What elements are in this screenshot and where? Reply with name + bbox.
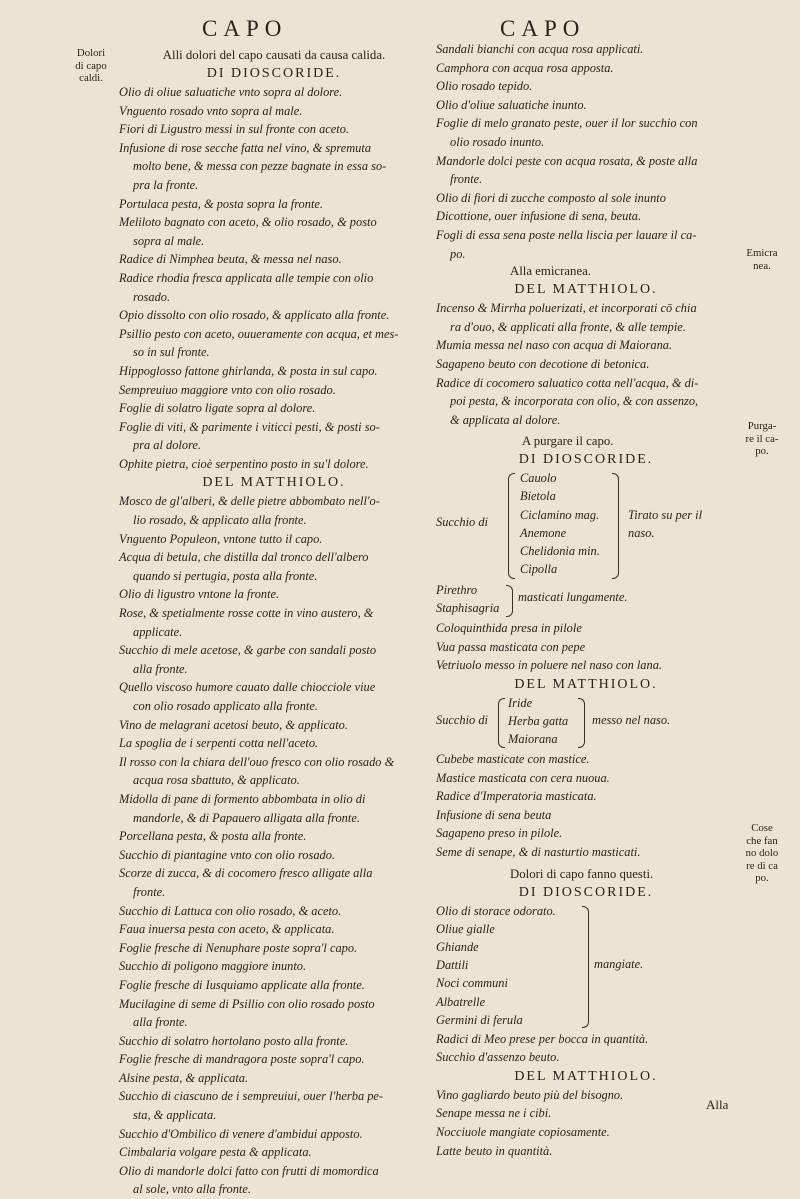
margin-note-line: re il ca- [745,432,779,445]
text-line: Sempreuiuo maggiore vnto con olio rosado. [119,382,336,397]
text-line: Scorze di zucca, & di cocomero fresco alligate alla [119,866,373,881]
text-line: Cubebe masticate con mastice. [436,752,590,767]
text-line: Sagapeno beuto con decotione di betonica. [436,356,650,371]
text-line: Vino gagliardo beuto più del bisogno. [436,1087,624,1102]
text-line: Faua inuersa pesta con aceto, & applicata. [119,922,335,937]
text-line: olio rosado inunto. [450,134,545,149]
text-line: lio rosado, & applicato alla fronte. [133,513,307,528]
brace-item: Anemone [520,525,567,540]
section-title: Alli dolori del capo causati da causa calida. [162,48,386,62]
margin-note-line: nea. [753,259,771,272]
brace-item: Ciclamino mag. [520,507,600,522]
author-heading-matthiolo-2: DEL MATTHIOLO. [514,677,658,693]
brace-item: Bietola [520,489,556,504]
text-line: Midolla di pane di formento abbombata in olio di [119,791,366,806]
margin-note-line: Purga- [747,420,777,432]
text-line: Mucilagine di seme di Psillio con olio rosado posto [119,996,375,1011]
emicranea-remedies [436,299,736,429]
text-line: Vnguento rosado vnto sopra al male. [119,103,303,118]
brace-item: Oliue gialle [436,921,495,936]
text-line: Fiori di Ligustro messi in sul fronte con aceto. [119,122,350,137]
text-line: mandorle, & di Papauero alligata alla fronte. [133,810,360,825]
text-line: Sagapeno preso in pilole. [436,826,563,841]
text-line: Succhio di Lattuca con olio rosado, & aceto. [119,903,342,918]
text-line: sta, & applicata. [133,1108,217,1123]
text-line: Porcellana pesta, & posta alla fronte. [119,829,307,844]
text-line: pra la fronte. [133,177,199,192]
right-column [436,40,736,1160]
brace-item: Olio di storace odorato. [436,903,556,918]
author-heading-matthiolo-3: DEL MATTHIOLO. [514,1068,658,1084]
brace-item: Tirato su per il [628,508,703,523]
author-heading: DI DIOSCORIDE. [206,66,342,81]
text-line: Succhio d'Ombilico di venere d'ambidui apposto. [119,1126,363,1141]
brace-item: Maiorana [508,732,558,747]
margin-note-line: po. [755,445,769,457]
text-line: Senape messa ne i cibi. [436,1106,552,1121]
text-line: Opio dissolto con olio rosado, & applicato alla fronte. [119,308,390,323]
left-column [119,47,429,1199]
dolori-remedies [436,1030,736,1067]
brace-item: Dattili [436,958,469,973]
text-line: Radice di Nimphea beuta, & messa nel naso. [119,252,342,267]
text-line: molto bene, & messa con pezze bagnate in essa so- [133,159,387,174]
brace-item: Chelidonia min. [520,544,600,559]
masticati-items [436,581,499,617]
text-line: alla fronte. [133,1015,188,1030]
right-top-remedies [436,40,736,263]
author-heading-matthiolo-1: DEL MATTHIOLO. [514,282,658,298]
text-line: Incenso & Mirrha poluerizati, et incorporati cō chia [436,301,697,316]
text-line: Alsine pesta, & applicata. [119,1070,249,1085]
succhio2-label: Succhio di [436,713,488,728]
text-line: Quello viscoso humore cauato dalle chiocciole viue [119,680,376,695]
running-head-left: CAPO [202,16,288,41]
text-line: Succhio di piantagine vnto con olio rosado. [119,847,336,862]
succhio2-right-brace [578,698,585,748]
mangiate-brace-group [436,902,736,1030]
succhio2-left-brace [498,698,505,748]
mangiate-items [436,902,556,1029]
text-line: Rose, & spetialmente rosse cotte in vino austero, & [119,606,374,621]
margin-note-line: caldi. [79,72,103,84]
succhio2-items [508,694,568,749]
text-line: Mastice masticata con cera nuoua. [436,770,610,785]
author-heading-dioscoride-2: DI DIOSCORIDE. [518,884,654,900]
margin-note-cose-dolore [737,822,787,885]
brace-item: Germini di ferula [436,1012,523,1027]
brace-item: Albatrelle [436,994,486,1009]
succhio2-brace-group [436,694,736,750]
text-line: sopra al male. [133,233,205,248]
text-line: Sandali bianchi con acqua rosa applicati. [436,42,644,56]
text-line: Il rosso con la chiara dell'ouo fresco con olio rosado & [119,754,395,769]
brace-item: naso. [628,526,655,541]
text-line: fronte. [133,884,166,899]
text-line: Foglie di melo granato peste, ouer il lor succhio con [436,116,698,131]
text-line: Foglie fresche di mandragora poste sopra'l capo. [119,1052,365,1067]
text-line: Coloquinthida presa in pilole [436,621,582,636]
catchword: Alla [706,1097,729,1112]
text-line: Dicottione, ouer infusione di sena, beuta. [436,209,642,224]
text-line: acqua rosa sbattuto, & applicato. [133,773,300,788]
succhio-label: Succhio di [436,515,488,530]
margin-note-line: no dolo [745,847,779,859]
text-line: so in sul fronte. [133,345,210,360]
text-line: Olio di ligustro vntone la fronte. [119,587,280,602]
text-line: Meliloto bagnato con aceto, & olio rosado, & posto [119,215,377,230]
succhio-result [628,506,702,542]
mangiate-result: mangiate. [594,956,644,971]
text-line: quando si pertugia, posta alla fronte. [133,568,318,583]
text-line: Olio di mandorle dolci fatto con frutti di momordica [119,1163,379,1178]
text-line: Olio di oliue saluatiche vnto sopra al dolore. [119,85,343,99]
text-line: Ophite pietra, cioè serpentino posto in su'l dolore. [119,456,369,471]
text-line: alla fronte. [133,661,188,676]
text-line: Hippoglosso fattone ghirlanda, & posta in sul capo. [119,363,378,378]
text-line: Portulaca pesta, & posta sopra la fronte. [119,196,323,211]
text-line: Foglie fresche di Iusquiamo applicate alla fronte. [119,977,365,992]
text-line: al sole, vnto alla fronte. [133,1182,251,1197]
succhio-items [520,469,600,578]
brace-item: Pirethro [436,583,478,598]
brace-item: Cauolo [520,471,557,486]
succhio2-result: messo nel naso. [592,713,671,728]
section-title-dolori: Dolori di capo fanno questi. [510,866,654,881]
margin-note-line: Cose [751,822,773,834]
text-line: & applicata al dolore. [450,412,561,427]
text-line: Mandorle dolci peste con acqua rosata, & poste alla [436,153,698,168]
text-line: rosado. [133,289,171,304]
margin-note-purgare [737,420,787,458]
text-line: Olio di fiori di zucche composto al sole inunto [436,190,666,205]
text-line: Vetriuolo messo in poluere nel naso con lana. [436,658,662,673]
text-line: Mumia messa nel naso con acqua di Maiorana. [436,338,673,353]
text-line: Vua passa masticata con pepe [436,639,586,654]
text-line: ra d'ouo, & applicati alla fronte, & alle tempie. [450,319,686,334]
text-line: Radice d'Imperatoria masticata. [436,789,597,804]
author-heading-dioscoride-1: DI DIOSCORIDE. [518,452,654,468]
text-line: Infusione di rose secche fatta nel vino, & spremuta [119,140,372,155]
text-line: Succhio di solatro hortolano posto alla fronte. [119,1033,349,1048]
text-line: Foglie di solatro ligate sopra al dolore. [119,401,316,416]
text-line: po. [450,246,466,261]
brace-item: Iride [508,696,533,711]
text-line: Succhio di poligono maggiore inunto. [119,959,307,974]
margin-note-line: di capo [75,59,107,72]
margin-note-line: re di ca [746,859,778,872]
mangiate-brace [582,906,589,1028]
margin-note-emicranea [737,247,787,272]
author-heading: DEL MATTHIOLO. [202,475,346,491]
text-line: Infusione di sena beuta [436,807,552,822]
brace-item: Cipolla [520,562,558,577]
masticati-result: masticati lungamente. [518,590,628,605]
margin-note-line: Emicra [746,247,778,259]
text-line: Succhio d'assenzo beuto. [436,1050,560,1065]
masticati-brace [506,585,513,617]
margin-note-line: po. [755,872,769,884]
text-line: Vnguento Populeon, vntone tutto il capo. [119,531,323,546]
text-line: Radice rhodia fresca applicata alle tempie con olio [119,270,374,285]
text-line: pra al dolore. [133,438,202,453]
text-line: poi pesta, & incorporata con olio, & con assenzo, [450,394,699,409]
text-line: Succhio di ciascuno de i sempreuiui, ouer l'herba pe- [119,1089,384,1104]
succhio-brace-group [436,469,736,581]
text-line: Olio d'oliue saluatiche inunto. [436,97,587,112]
text-line: Latte beuto in quantità. [436,1143,553,1158]
text-line: Camphora con acqua rosa apposta. [436,60,614,75]
text-line: Acqua di betula, che distilla dal tronco dell'albero [119,550,369,565]
text-line: Seme di senape, & di nasturtio masticati. [436,845,641,860]
text-line: Radici di Meo prese per bocca in quantità. [436,1031,649,1046]
text-line: Radice di cocomero saluatico cotta nell'acqua, & di- [436,375,699,390]
purgare-remedies [436,619,736,675]
text-line: Foglie di viti, & parimente i viticci pesti, & posti so- [119,419,380,434]
masticati-brace-group [436,581,736,619]
running-head-right: CAPO [500,16,586,41]
margin-note-line: Dolori [76,47,106,59]
text-line: La spoglia de i serpenti cotta nell'aceto. [119,736,319,751]
text-line: Cimbalaria volgare pesta & applicata. [119,1145,312,1160]
margin-note-dolori-caldi [68,47,114,85]
purgare-remedies-2 [436,750,736,862]
text-line: Fogli di essa sena poste nella liscia per lauare il ca- [436,227,697,242]
brace-item: Herba gatta [508,714,569,729]
right-brace [612,473,619,579]
text-line: Succhio di mele acetose, & garbe con sandali posto [119,643,377,658]
brace-item: Ghiande [436,940,479,955]
margin-note-line: che fan [746,834,778,847]
brace-item: Staphisagria [436,601,500,616]
brace-item: Noci communi [436,976,508,991]
text-line: applicate. [133,624,183,639]
section-title-emicranea: Alla emicranea. [510,264,591,279]
text-line: Olio rosado tepido. [436,79,533,94]
text-line: Nocciuole mangiate copiosamente. [436,1125,610,1139]
section-title-purgare: A purgare il capo. [522,434,614,449]
text-line: Vino de melagrani acetosi beuto, & applicato. [119,717,348,732]
text-line: Foglie fresche di Nenuphare poste sopra'l capo. [119,940,358,955]
text-line: Mosco de gl'alberi, & delle pietre abbombato nell'o- [119,494,380,509]
text-line: Psillio pesto con aceto, ouueramente con acqua, et mes- [119,326,399,341]
text-line: con olio rosado applicato alla fronte. [133,699,318,713]
dolori-remedies-2 [436,1086,736,1160]
left-brace [508,473,515,579]
text-line: fronte. [450,172,483,187]
